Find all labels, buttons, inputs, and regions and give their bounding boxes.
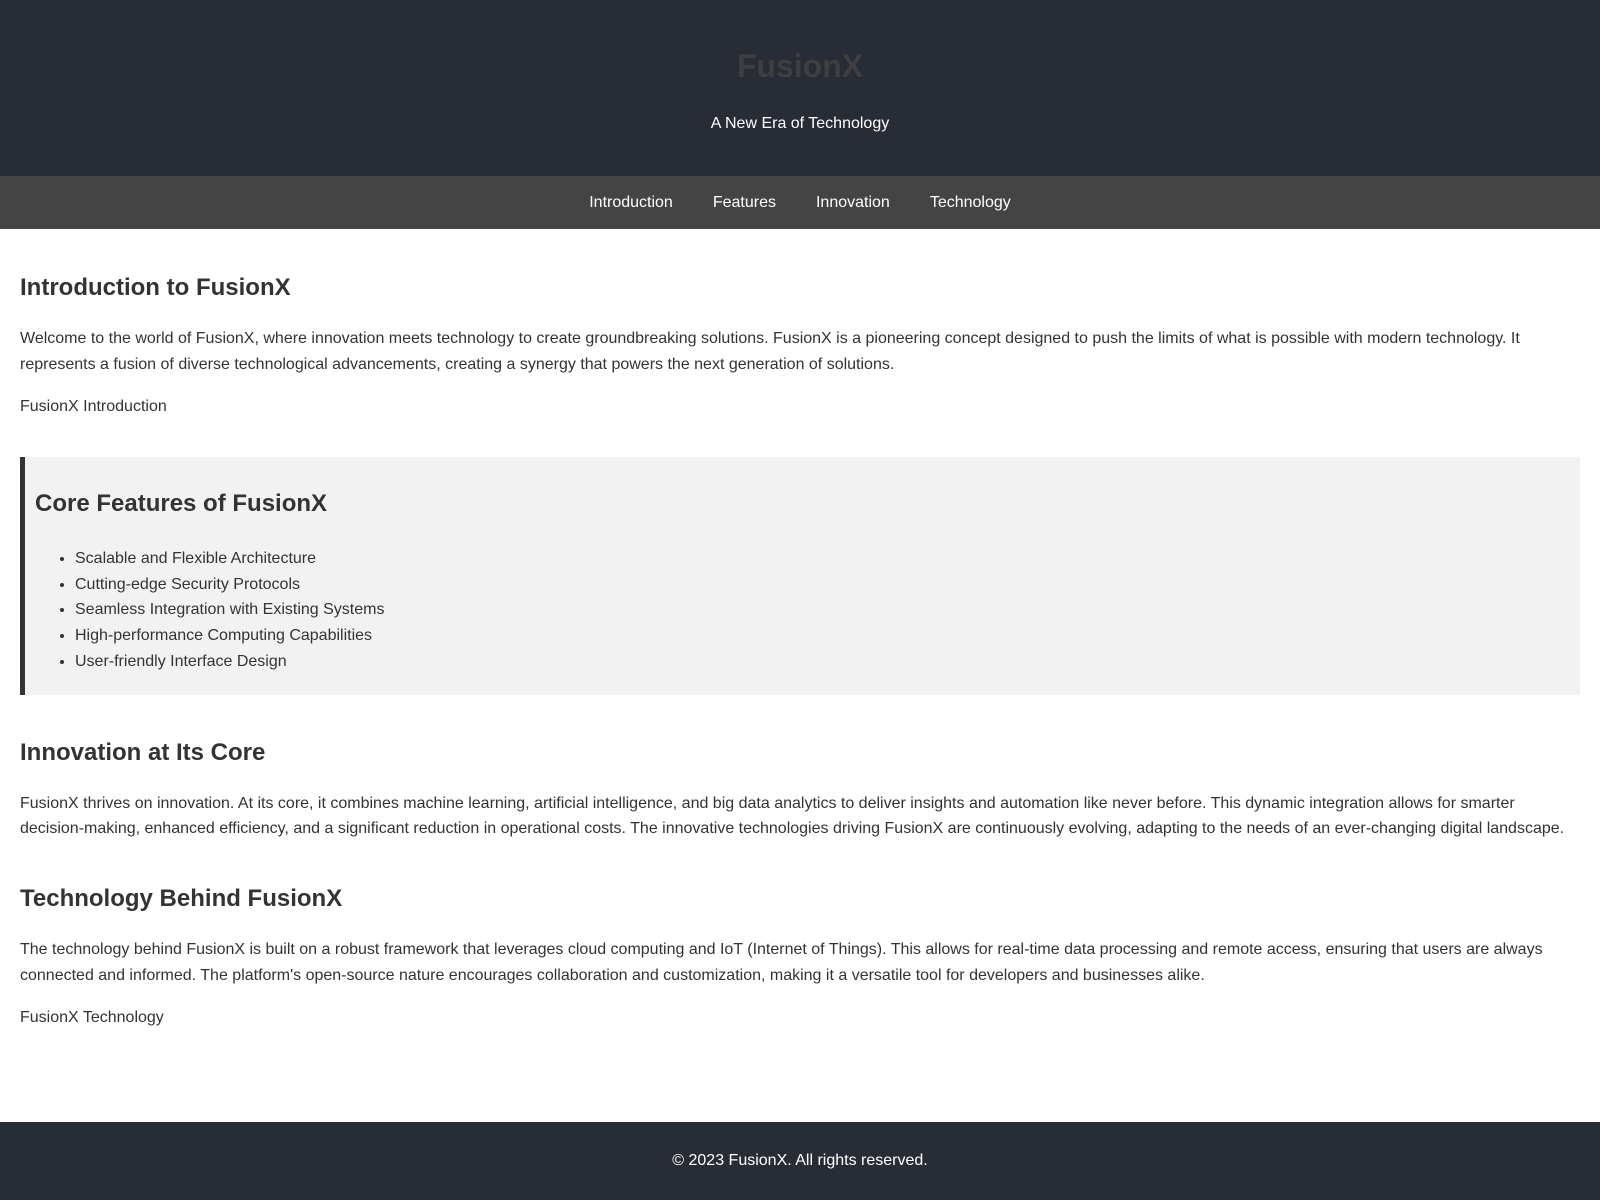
site-tagline: A New Era of Technology: [710, 115, 890, 132]
main-nav: [0, 176, 1600, 229]
introduction-image-alt: FusionX Introduction: [20, 398, 167, 415]
innovation-body: FusionX thrives on innovation. At its core, it combines machine learning, artificial intelligence, and big data analytics to deliver insights and automation like never before. This dynamic integration allows for smarter decision-making, enhanced efficiency, and a significant reduction in operational costs. The innovative technologies driving FusionX are continuously evolving, adapting to the needs of an ever-changing digital landscape.: [20, 794, 1565, 837]
technology-body: The technology behind FusionX is built on a robust framework that leverages cloud computing and IoT (Internet of Things). This allows for real-time data processing and remote access, ensuring that users are always connected and informed. The platform's open-source nature encourages collaboration and customization, making it a versatile tool for developers and businesses alike.: [20, 940, 1543, 984]
site-footer: [0, 1122, 1600, 1200]
footer-copyright: © 2023 FusionX. All rights reserved.: [672, 1152, 928, 1169]
features-section: [20, 457, 1580, 695]
technology-section: [20, 885, 1580, 1028]
features-heading: Core Features of FusionX: [35, 490, 328, 517]
introduction-section: [20, 274, 1580, 417]
features-list: [35, 546, 1580, 675]
feature-item: • High-performance Computing Capabilities: [75, 623, 1580, 649]
nav-link-introduction[interactable]: Introduction: [589, 193, 673, 211]
introduction-image: [20, 397, 1580, 417]
innovation-section: [20, 739, 1580, 841]
feature-item: • Seamless Integration with Existing Systems: [75, 597, 1580, 623]
feature-item: • Scalable and Flexible Architecture: [75, 546, 1580, 572]
introduction-heading: Introduction to FusionX: [20, 274, 291, 301]
nav-link-features[interactable]: Features: [712, 193, 776, 211]
nav-link-innovation[interactable]: Innovation: [815, 193, 890, 211]
site-title: FusionX: [736, 48, 864, 84]
feature-item: • User-friendly Interface Design: [75, 649, 1580, 675]
nav-link-technology[interactable]: Technology: [929, 193, 1011, 211]
technology-image-alt: FusionX Technology: [20, 1008, 164, 1026]
technology-heading: Technology Behind FusionX: [20, 884, 343, 912]
technology-image: [20, 1008, 1580, 1028]
feature-item: • Cutting-edge Security Protocols: [75, 572, 1580, 598]
main-content: [0, 274, 1600, 1028]
site-header: [0, 0, 1600, 176]
introduction-body: Welcome to the world of FusionX, where innovation meets technology to create groundbreaking solutions. FusionX is a pioneering concept designed to push the limits of what is possible with modern technology. It represents a fusion of diverse technological advancements, creating a synergy that powers the next generation of solutions.: [20, 330, 1520, 373]
innovation-heading: Innovation at Its Core: [20, 738, 266, 766]
